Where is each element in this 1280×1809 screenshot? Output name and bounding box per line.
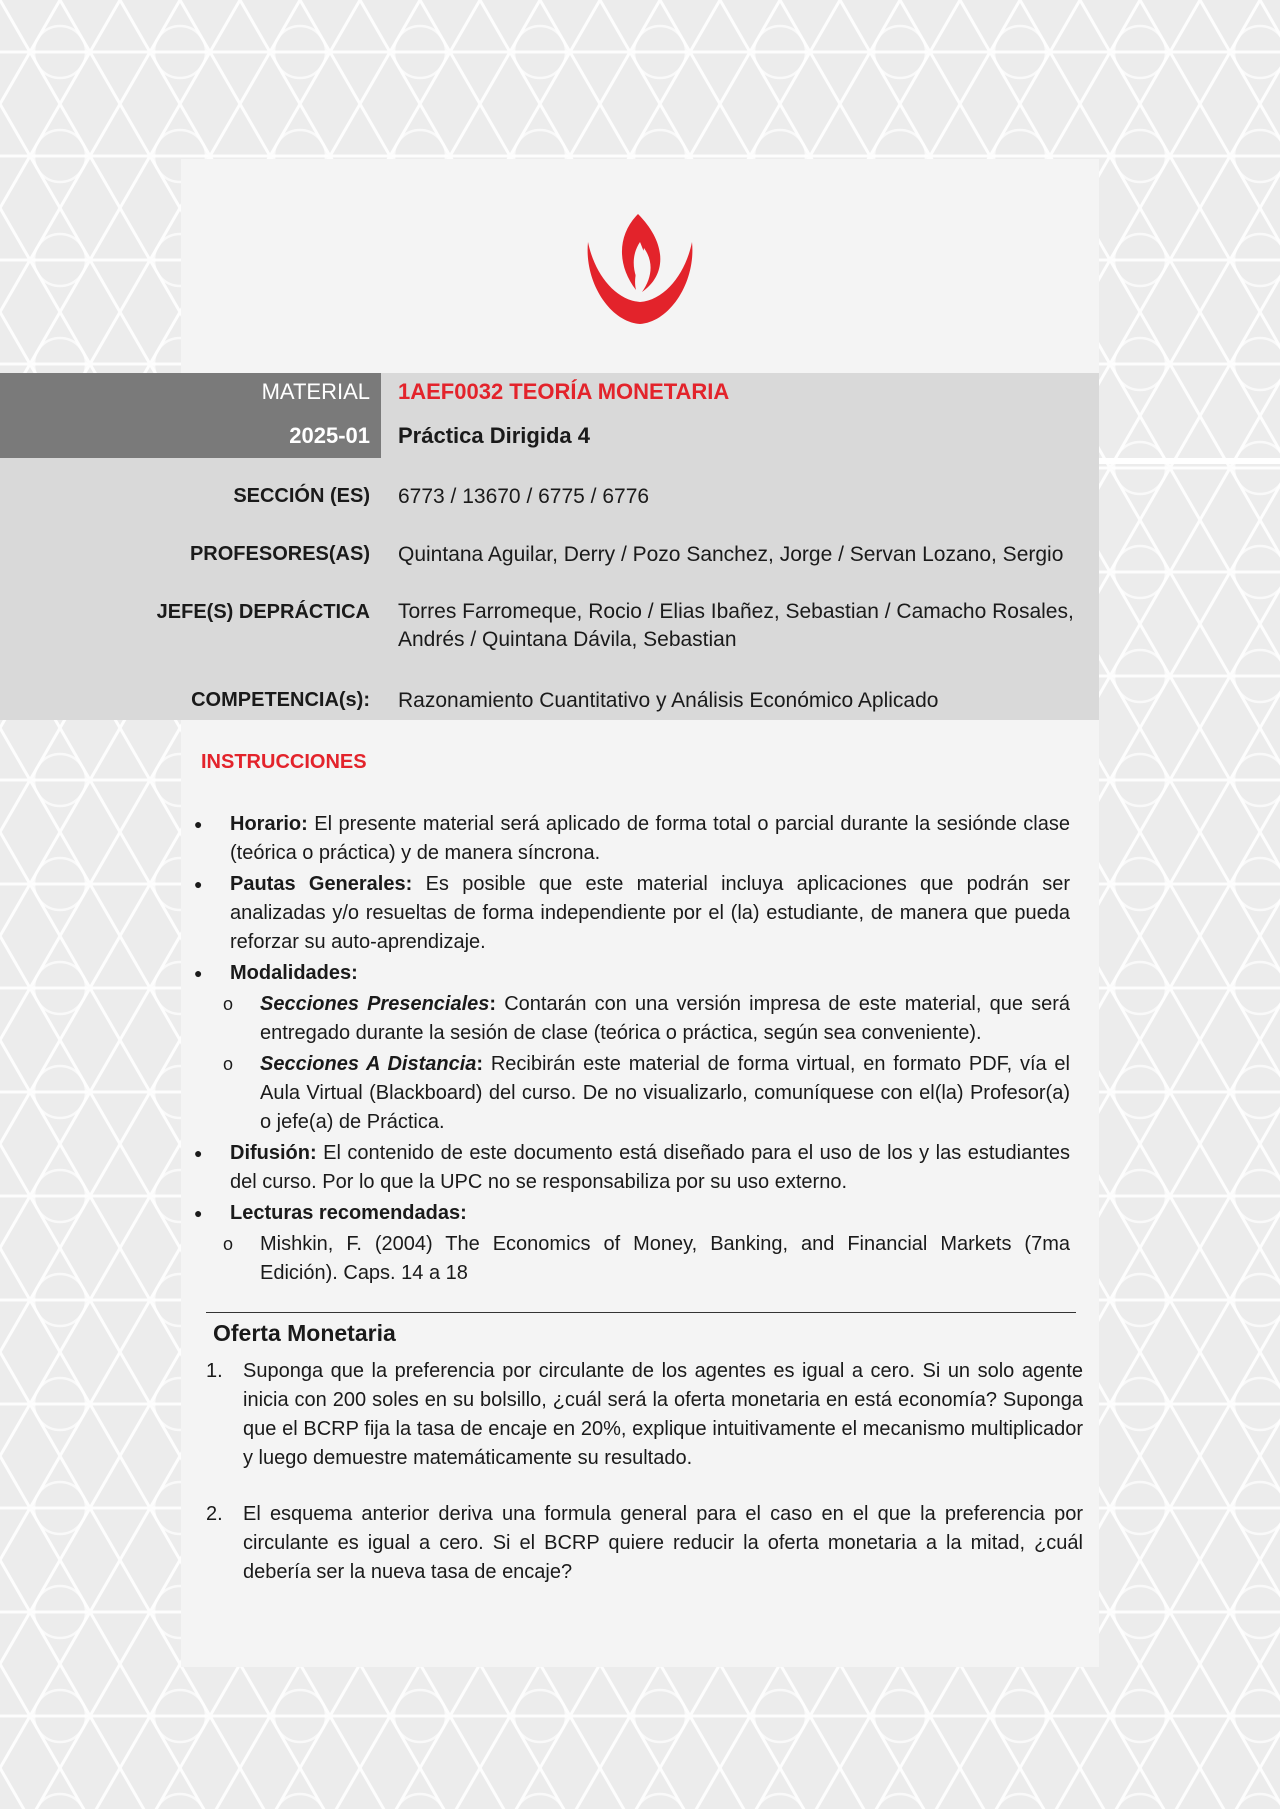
list-item: ● Pautas Generales: Es posible que este material incluya aplicaciones que podrán ser analizadas y/o resueltas de forma independiente por el (la) estudiante, de manera que pueda reforzar su auto-aprendizaje. [190, 870, 1070, 957]
section-title: Oferta Monetaria [213, 1320, 396, 1346]
period-label: 2025-01 [289, 423, 370, 448]
list-item: ● Modalidades: [190, 959, 1070, 988]
teaching-assistants-label: JEFE(S) DEPRÁCTICA [156, 601, 370, 623]
instructions-title: INSTRUCCIONES [201, 751, 367, 773]
professors-value: Quintana Aguilar, Derry / Pozo Sanchez, Jorge / Servan Lozano, Sergio [398, 543, 1064, 566]
question-item: 2. El esquema anterior deriva una formula general para el caso en el que la preferencia por circulante es igual a cero. Si el BCRP quiere reducir la oferta monetaria a la mitad, ¿cuál debería ser la nueva tasa de encaje? [206, 1503, 1083, 1583]
section-value: 6773 / 13670 / 6775 / 6776 [398, 485, 650, 508]
question-item: 1. Suponga que la preferencia por circulante de los agentes es igual a cero. Si un solo agente inicia con 200 soles en su bolsillo, ¿cuál será la oferta monetaria en está economía? Suponga que el BCRP fija la tasa de encaje en 20%, explique intuitivamente el mecanismo multiplicador y luego demuestre matemáticamente su resultado. [206, 1360, 1083, 1469]
list-item: ● Lecturas recomendadas: [190, 1199, 1070, 1228]
list-item: ● Horario: El presente material será aplicado de forma total o parcial durante la sesiónde clase (teórica o práctica) y de manera síncrona. [190, 810, 1070, 868]
competency-value: Razonamiento Cuantitativo y Análisis Económico Aplicado [398, 689, 939, 712]
teaching-assistants-value: Torres Farromeque, Rocio / Elias Ibañez, Sebastian / Camacho Rosales, Andrés / Quintana Dávila, Sebastian [398, 600, 1074, 651]
section-divider [206, 1312, 1076, 1313]
competency-label: COMPETENCIA(s): [191, 689, 370, 711]
material-label: MATERIAL [261, 379, 370, 404]
sub-list-item: o Secciones A Distancia: Recibirán este material de forma virtual, en formato PDF, vía el Aula Virtual (Blackboard) del curso. De no visualizarlo, comuníquese con el(la) Profesor(a) o jefe(a) de Práctica. [190, 1050, 1070, 1137]
period-value: Práctica Dirigida 4 [398, 423, 590, 448]
questions-list [206, 1357, 1083, 1614]
upc-logo [580, 212, 700, 330]
header-band-edge [1099, 458, 1280, 464]
section-label: SECCIÓN (ES) [233, 485, 370, 507]
professors-label: PROFESORES(AS) [189, 543, 370, 565]
material-value: 1AEF0032 TEORÍA MONETARIA [398, 379, 730, 404]
sub-list-item: o Mishkin, F. (2004) The Economics of Money, Banking, and Financial Markets (7ma Edición). Caps. 14 a 18 [190, 1230, 1070, 1288]
sub-list-item: o Secciones Presenciales: Contarán con una versión impresa de este material, que será entregado durante la sesión de clase (teórica o práctica, según sea conveniente). [190, 990, 1070, 1048]
instructions-list [190, 810, 1070, 1290]
list-item: ● Difusión: El contenido de este documento está diseñado para el uso de los y las estudiantes del curso. Por lo que la UPC no se responsabiliza por su uso externo. [190, 1139, 1070, 1197]
